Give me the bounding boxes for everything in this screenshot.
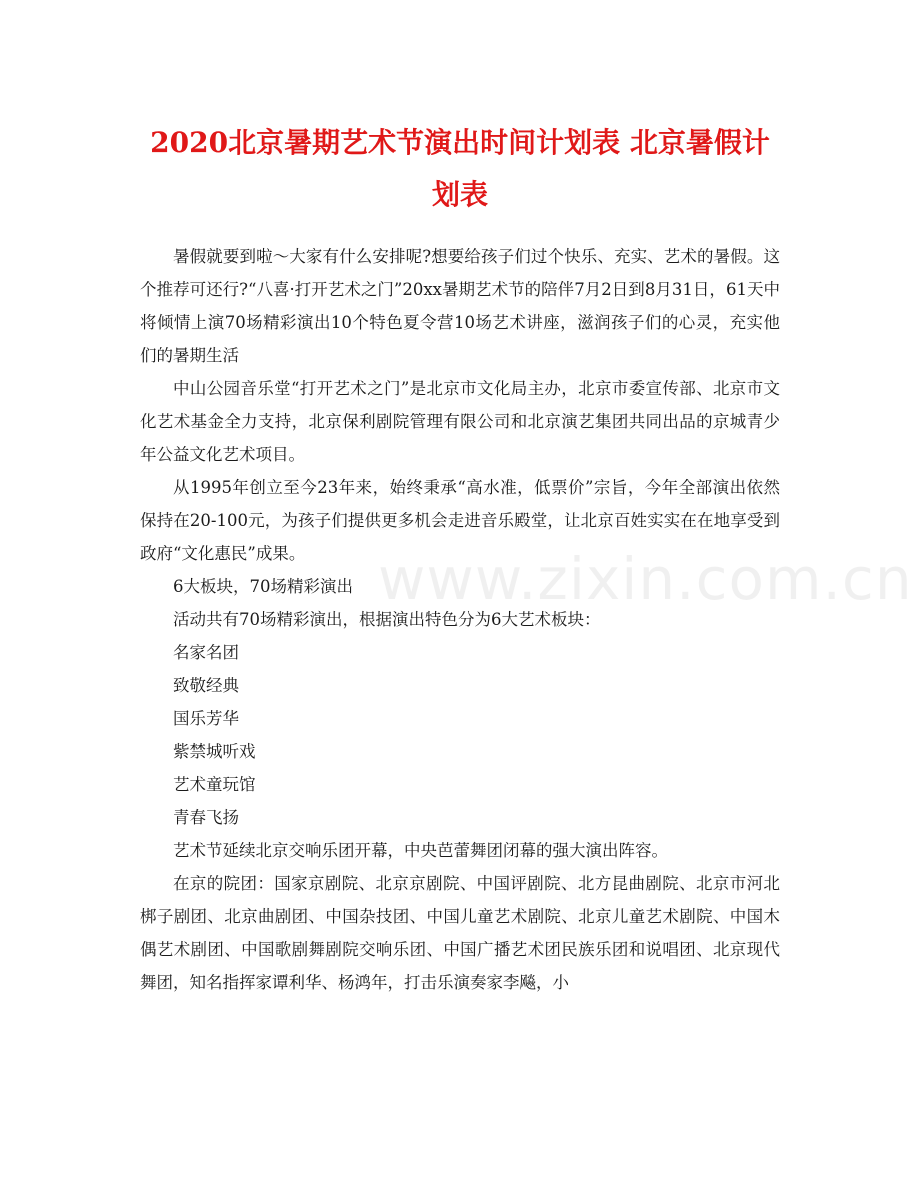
list-item: 国乐芳华 [173, 709, 239, 728]
paragraph-intro: 暑假就要到啦～大家有什么安排呢?想要给孩子们过个快乐、充实、艺术的暑假。这个推荐可还行?“八喜·打开艺术之门”20xx暑期艺术节的陪伴7月2日到8月31日，61天中将倾情上演70场精彩演出10个特色夏令营10场艺术讲座，滋润孩子们的心灵，充实他们的暑期生活 [140, 247, 780, 365]
paragraph-organizer: 中山公园音乐堂“打开艺术之门”是北京市文化局主办，北京市委宣传部、北京市文化艺术基金全力支持，北京保利剧院管理有限公司和北京演艺集团共同出品的京城青少年公益文化艺术项目。 [140, 379, 780, 464]
list-item: 紫禁城听戏 [173, 742, 256, 761]
paragraph-sections-intro: 活动共有70场精彩演出，根据演出特色分为6大艺术板块： [173, 610, 601, 629]
list-item: 名家名团 [173, 643, 239, 662]
watermark: www.zixin.com.cn [378, 545, 913, 613]
document-body [140, 240, 780, 999]
paragraph-troupes: 在京的院团：国家京剧院、北京京剧院、中国评剧院、北方昆曲剧院、北京市河北梆子剧团、北京曲剧团、中国杂技团、中国儿童艺术剧院、北京儿童艺术剧院、中国木偶艺术剧团、中国歌剧舞剧院交响乐团、中国广播艺术团民族乐团和说唱团、北京现代舞团，知名指挥家谭利华、杨鸿年，打击乐演奏家李飚，小 [140, 874, 780, 992]
document-title: 2020北京暑期艺术节演出时间计划表 北京暑假计划表 [150, 126, 770, 211]
paragraph-section-heading: 6大板块，70场精彩演出 [173, 577, 353, 596]
list-item: 艺术童玩馆 [173, 775, 256, 794]
paragraph-lineup: 艺术节延续北京交响乐团开幕，中央芭蕾舞团闭幕的强大演出阵容。 [173, 841, 668, 860]
paragraph-history: 从1995年创立至今23年来，始终秉承“高水准，低票价”宗旨，今年全部演出依然保持在20-100元，为孩子们提供更多机会走进音乐殿堂，让北京百姓实实在在地享受到政府“文化惠民”成果。 [140, 478, 780, 563]
list-item: 青春飞扬 [173, 808, 239, 827]
list-item: 致敬经典 [173, 676, 239, 695]
